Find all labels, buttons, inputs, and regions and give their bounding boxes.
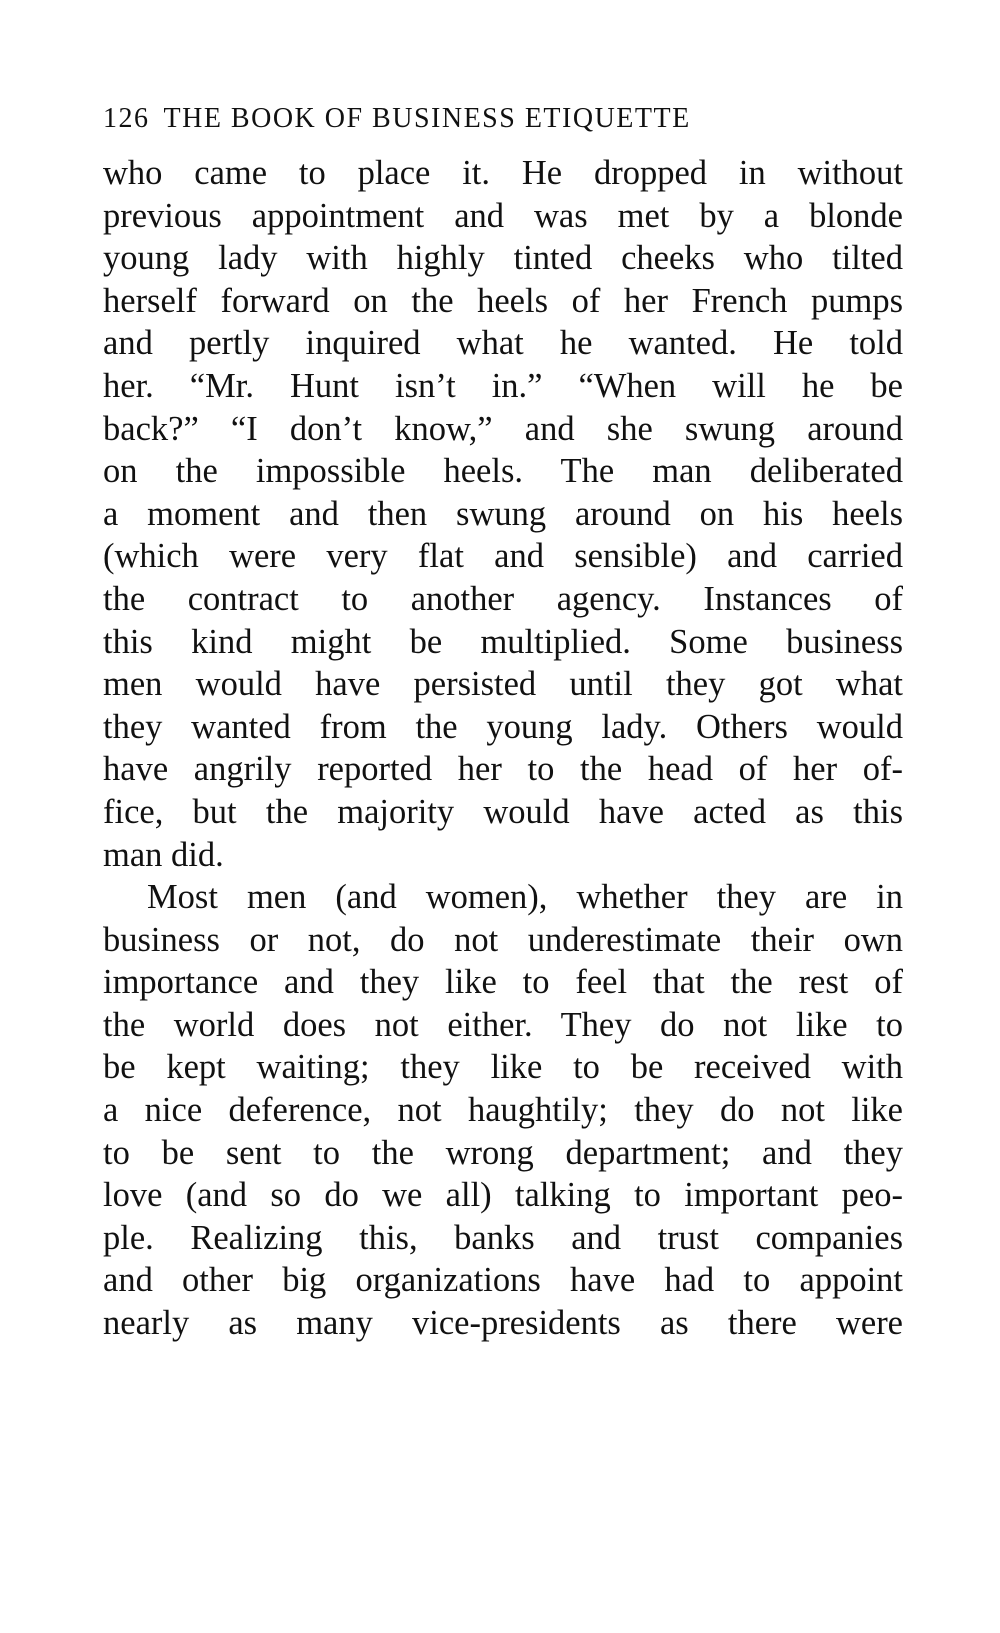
text-line: fice, but the majority would have acted as this bbox=[103, 792, 903, 831]
text-line: nearly as many vice-presidents as there were bbox=[103, 1304, 903, 1343]
paragraph-1 bbox=[103, 152, 903, 876]
text-line: to be sent to the wrong department; and they bbox=[103, 1133, 903, 1172]
running-title: THE BOOK OF BUSINESS ETIQUETTE bbox=[163, 103, 691, 134]
text-line: have angrily reported her to the head of her of- bbox=[103, 750, 903, 789]
body-text bbox=[103, 152, 903, 1345]
text-line: young lady with highly tinted cheeks who tilted bbox=[103, 239, 903, 278]
text-line: men would have persisted until they got what bbox=[103, 665, 903, 704]
text-line: this kind might be multiplied. Some business bbox=[103, 622, 903, 661]
text-line: the contract to another agency. Instances of bbox=[103, 579, 903, 618]
text-line: importance and they like to feel that the rest of bbox=[103, 963, 903, 1002]
text-line: Most men (and women), whether they are in bbox=[147, 878, 903, 917]
text-line: love (and so do we all) talking to important peo- bbox=[103, 1176, 903, 1215]
text-line: business or not, do not underestimate their own bbox=[103, 920, 903, 959]
text-line: and other big organizations have had to appoint bbox=[103, 1261, 903, 1300]
text-line: a moment and then swung around on his heels bbox=[103, 494, 903, 533]
text-line: back?” “I don’t know,” and she swung around bbox=[103, 409, 903, 448]
text-line: a nice deference, not haughtily; they do not like bbox=[103, 1091, 903, 1130]
text-line: on the impossible heels. The man deliberated bbox=[103, 452, 903, 491]
text-line: ple. Realizing this, banks and trust companies bbox=[103, 1218, 903, 1257]
text-line: who came to place it. He dropped in without bbox=[103, 154, 903, 192]
text-line: and pertly inquired what he wanted. He told bbox=[103, 324, 903, 363]
text-line: be kept waiting; they like to be received with bbox=[103, 1048, 903, 1087]
text-line: they wanted from the young lady. Others would bbox=[103, 707, 903, 746]
text-line: (which were very flat and sensible) and carried bbox=[103, 537, 903, 576]
text-line: her. “Mr. Hunt isn’t in.” “When will he be bbox=[103, 366, 903, 405]
page-number: 126 bbox=[103, 103, 150, 134]
text-line: previous appointment and was met by a blonde bbox=[103, 196, 903, 235]
paragraph-2 bbox=[103, 876, 903, 1345]
text-line: man did. bbox=[103, 835, 224, 874]
text-line: the world does not either. They do not like to bbox=[103, 1005, 903, 1044]
running-header bbox=[103, 98, 903, 140]
text-line: herself forward on the heels of her French pumps bbox=[103, 281, 903, 320]
